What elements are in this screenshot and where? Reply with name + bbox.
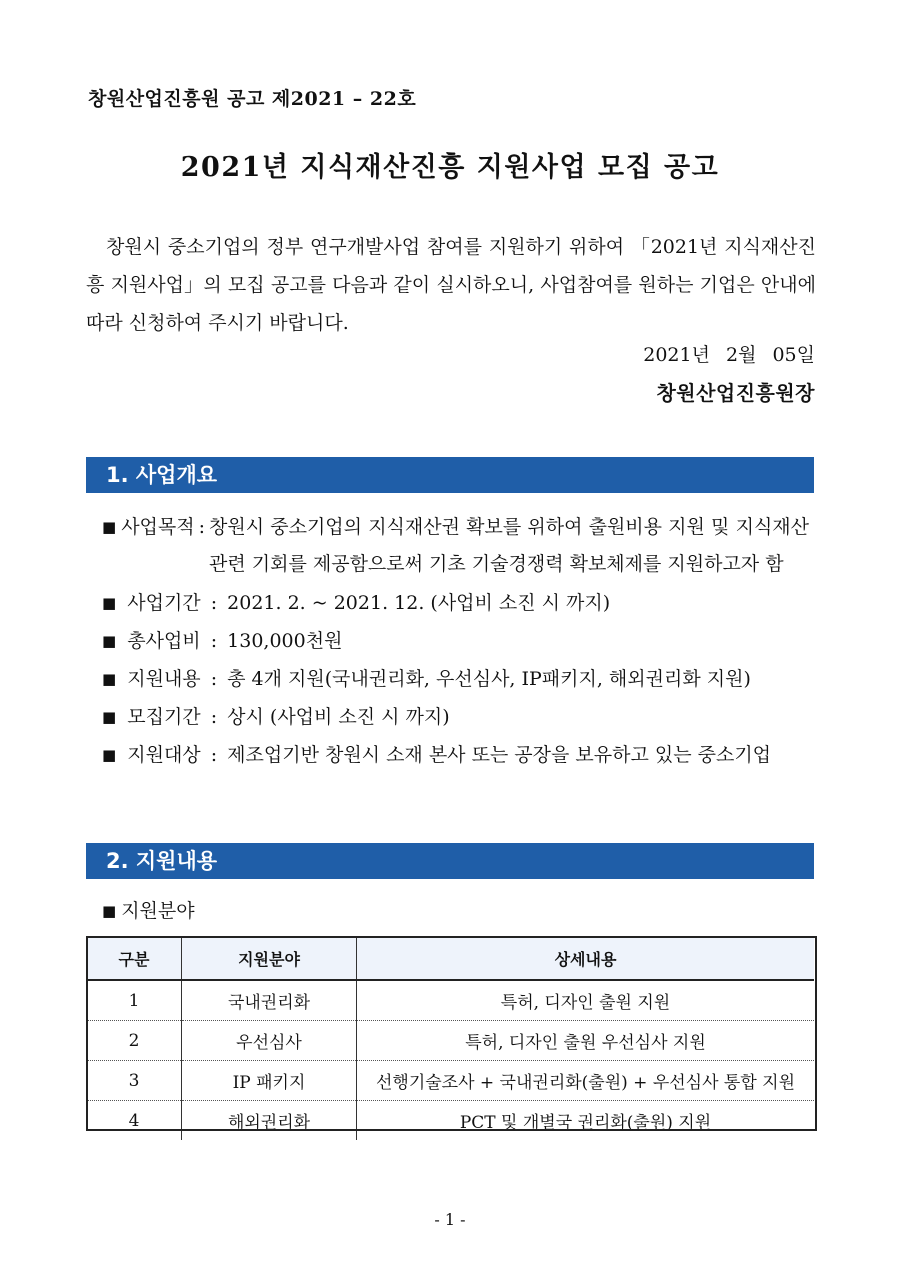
cell-field: IP 패키지 <box>182 1061 357 1101</box>
item-label: 지원대상 <box>127 744 201 766</box>
item-text: 총 4개 지원(국내권리화, 우선심사, IP패키지, 해외권리화 지원) <box>227 668 751 690</box>
item-label: 지원내용 <box>127 668 201 690</box>
list-item <box>102 661 818 697</box>
col-header-field: 지원분야 <box>182 937 357 980</box>
support-field-label <box>102 896 195 923</box>
item-colon: : <box>210 592 218 614</box>
section-heading-support: 2. 지원내용 <box>86 843 814 879</box>
table-row <box>87 1101 814 1141</box>
cell-no: 2 <box>87 1021 182 1061</box>
item-colon: : <box>198 516 206 538</box>
black-square-icon: ■ <box>102 708 117 726</box>
cell-detail: 특허, 디자인 출원 우선심사 지원 <box>357 1021 815 1061</box>
item-label: 총사업비 <box>127 630 201 652</box>
cell-detail: 특허, 디자인 출원 지원 <box>357 980 815 1021</box>
cell-detail: PCT 및 개별국 권리화(출원) 지원 <box>357 1101 815 1141</box>
black-square-icon: ■ <box>102 632 117 650</box>
black-square-icon: ■ <box>102 594 117 612</box>
support-table <box>87 937 814 1140</box>
table-header-row <box>87 937 814 980</box>
list-item <box>102 585 818 621</box>
item-colon: : <box>210 668 218 690</box>
notice-number: 창원산업진흥원 공고 제2021 – 22호 <box>88 88 417 110</box>
cell-field: 해외권리화 <box>182 1101 357 1141</box>
overview-list <box>102 509 818 775</box>
item-colon: : <box>210 706 218 728</box>
item-text: 창원시 중소기업의 지식재산권 확보를 위하여 출원비용 지원 및 지식재산 관련 기회를 제공함으로써 기초 기술경쟁력 확보체제를 지원하고자 함 <box>209 516 810 575</box>
black-square-icon: ■ <box>102 670 117 688</box>
table-row <box>87 980 814 1021</box>
item-label: 사업목적 <box>121 516 195 538</box>
sub-label-text: 지원분야 <box>121 900 195 922</box>
notice-date: 2021년 2월 05일 <box>643 344 815 366</box>
cell-field: 우선심사 <box>182 1021 357 1061</box>
item-colon: : <box>210 630 218 652</box>
item-text: 130,000천원 <box>227 630 343 652</box>
col-header-no: 구분 <box>87 937 182 980</box>
table-row <box>87 1061 814 1101</box>
cell-detail: 선행기술조사 + 국내권리화(출원) + 우선심사 통합 지원 <box>357 1061 815 1101</box>
black-square-icon: ■ <box>102 902 117 920</box>
item-label: 사업기간 <box>127 592 201 614</box>
item-colon: : <box>210 744 218 766</box>
list-item <box>102 509 818 583</box>
black-square-icon: ■ <box>102 746 117 764</box>
list-item <box>102 699 818 735</box>
item-text: 2021. 2. ~ 2021. 12. (사업비 소진 시 까지) <box>227 592 611 614</box>
intro-paragraph: 창원시 중소기업의 정부 연구개발사업 참여를 지원하기 위하여 「2021년 지식재산진흥 지원사업」의 모집 공고를 다음과 같이 실시하오니, 사업참여를 원하는 기업은 안내에 따라 신청하여 주시기 바랍니다. <box>86 236 816 334</box>
cell-no: 3 <box>87 1061 182 1101</box>
table-row <box>87 1021 814 1061</box>
document-title: 2021년 지식재산진흥 지원사업 모집 공고 <box>180 152 720 183</box>
page-number: - 1 - <box>434 1210 466 1229</box>
black-square-icon: ■ <box>102 518 117 536</box>
cell-no: 1 <box>87 980 182 1021</box>
item-label: 모집기간 <box>127 706 201 728</box>
list-item <box>102 737 818 773</box>
cell-no: 4 <box>128 1110 140 1131</box>
signer: 창원산업진흥원장 <box>656 381 815 405</box>
list-item <box>102 623 818 659</box>
col-header-detail: 상세내용 <box>357 937 815 980</box>
section-heading-overview: 1. 사업개요 <box>86 457 814 493</box>
item-text: 상시 (사업비 소진 시 까지) <box>227 706 450 728</box>
cell-field: 국내권리화 <box>182 980 357 1021</box>
item-text: 제조업기반 창원시 소재 본사 또는 공장을 보유하고 있는 중소기업 <box>227 744 772 766</box>
